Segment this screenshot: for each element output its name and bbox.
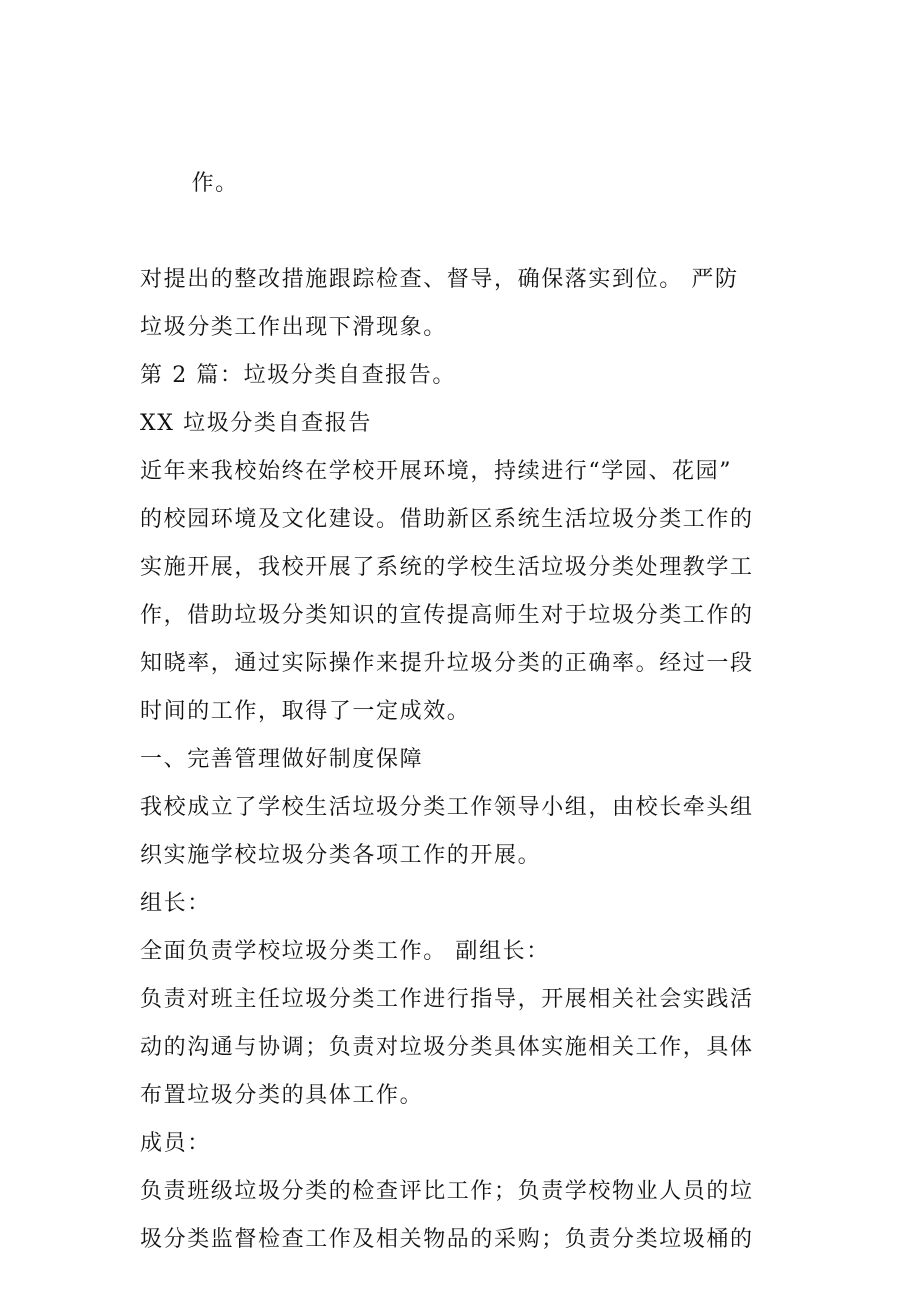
text-line: 知晓率，通过实际操作来提升垃圾分类的正确率。经过一段 <box>140 651 754 676</box>
text-line: 第 2 篇：垃圾分类自查报告。 <box>140 363 456 388</box>
text-line: 实施开展，我校开展了系统的学校生活垃圾分类处理教学工 <box>140 555 754 580</box>
text-line: 对提出的整改措施跟踪检查、督导，确保落实到位。 严防 <box>140 267 739 292</box>
role-label <box>140 1120 790 1168</box>
paragraph <box>140 784 790 880</box>
text-line: 作，借助垃圾分类知识的宣传提高师生对于垃圾分类工作的 <box>140 603 754 628</box>
text-line: XX 垃圾分类自查报告 <box>140 411 372 436</box>
text-line: 近年来我校始终在学校开展环境，持续进行“学园、花园” <box>140 459 733 484</box>
text-line: 垃圾分类工作出现下滑现象。 <box>140 315 447 340</box>
text-line: 圾分类监督检查工作及相关物品的采购；负责分类垃圾桶的 <box>140 1227 754 1252</box>
text-line: 负责对班主任垃圾分类工作进行指导，开展相关社会实践活 <box>140 987 754 1012</box>
paragraph <box>140 112 790 256</box>
text-line: 动的沟通与协调；负责对垃圾分类具体实施相关工作，具体 <box>140 1035 754 1060</box>
role-label <box>140 880 790 928</box>
paragraph <box>140 448 790 736</box>
paragraph <box>140 256 790 352</box>
text-line: 的校园环境及文化建设。借助新区系统生活垃圾分类工作的 <box>140 507 754 532</box>
text-line: 时间的工作，取得了一定成效。 <box>140 699 471 724</box>
section-heading <box>140 352 790 400</box>
report-title <box>140 400 790 448</box>
text-line: 成员： <box>140 1131 211 1156</box>
text-line: 全面负责学校垃圾分类工作。 副组长： <box>140 939 550 964</box>
section-heading <box>140 736 790 784</box>
text-line: 组长： <box>140 891 211 916</box>
text-line: 一、完善管理做好制度保障 <box>140 747 424 772</box>
paragraph <box>140 928 790 976</box>
text-line: 织实施学校垃圾分类各项工作的开展。 <box>140 843 542 868</box>
text-line: 作。 <box>191 171 239 196</box>
text-line: 布置垃圾分类的具体工作。 <box>140 1083 424 1108</box>
document-body <box>140 112 790 1264</box>
text-line: 负责班级垃圾分类的检查评比工作；负责学校物业人员的垃 <box>140 1179 754 1204</box>
paragraph <box>140 976 790 1120</box>
paragraph <box>140 1168 790 1264</box>
text-line: 我校成立了学校生活垃圾分类工作领导小组，由校长牵头组 <box>140 795 754 820</box>
